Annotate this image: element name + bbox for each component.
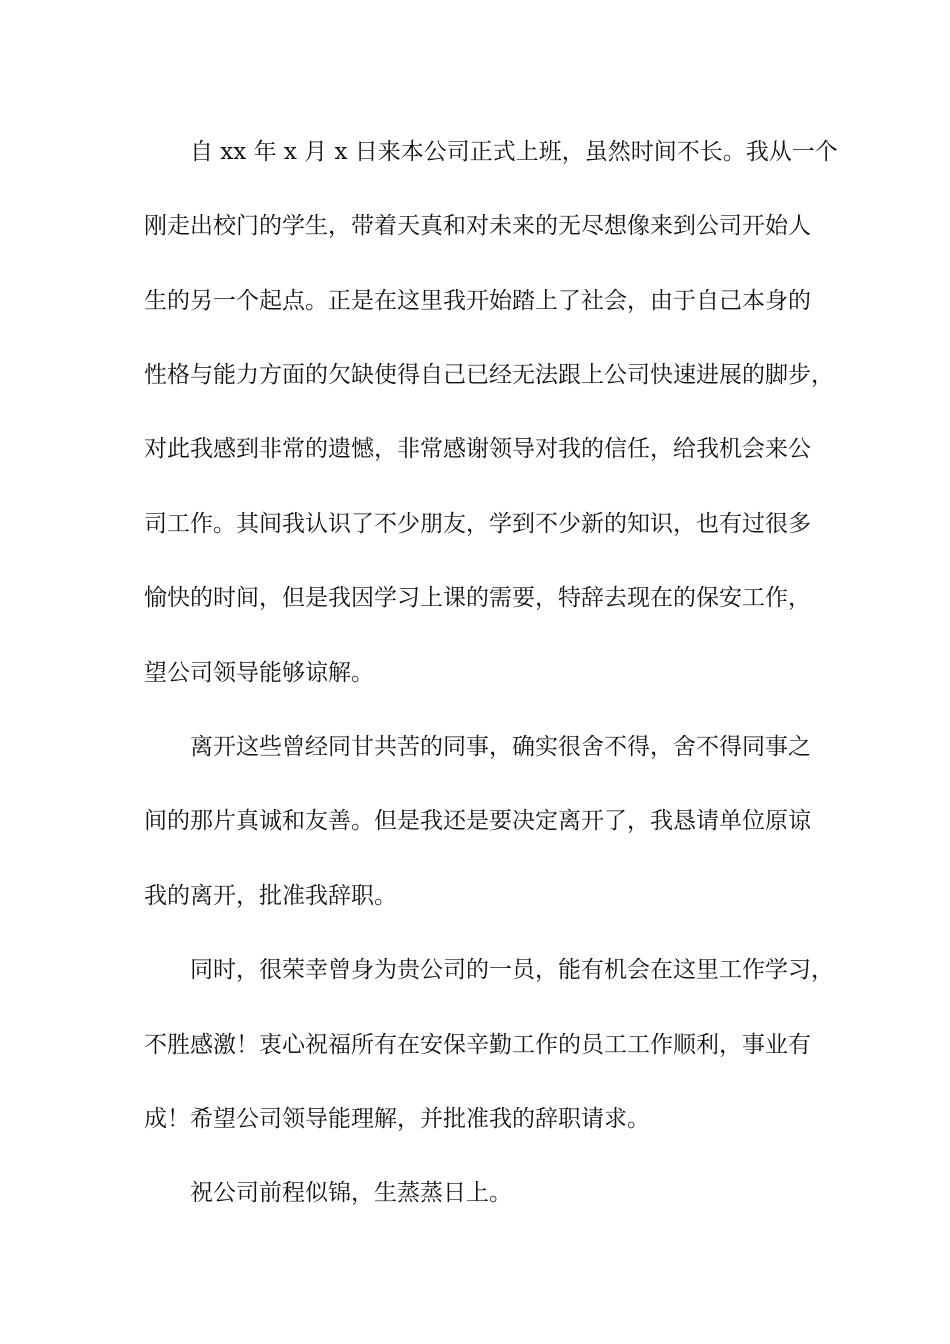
paragraph-1-line-5: 对此我感到非常的遗憾，非常感谢领导对我的信任，给我机会来公 [144,436,811,462]
paragraph-1-line-3: 生的另一个起点。正是在这里我开始踏上了社会，由于自己本身的 [144,288,811,314]
paragraph-2-line-1: 离开这些曾经同甘共苦的同事，确实很舍不得，舍不得同事之 [190,734,811,760]
paragraph-2-line-2: 间的那片真诚和友善。但是我还是要决定离开了，我恳请单位原谅 [144,808,811,834]
paragraph-1-line-7: 愉快的时间，但是我因学习上课的需要，特辞去现在的保安工作， [144,585,811,611]
paragraph-3-line-2: 不胜感激！衷心祝福所有在安保辛勤工作的员工工作顺利，事业有 [144,1032,811,1058]
paragraph-1-line-6: 司工作。其间我认识了不少朋友，学到不少新的知识，也有过很多 [144,511,811,537]
paragraph-1-line-4: 性格与能力方面的欠缺使得自己已经无法跟上公司快速进展的脚步， [144,362,834,388]
paragraph-2-line-3: 我的离开，批准我辞职。 [144,883,397,909]
closing-wish: 祝公司前程似锦，生蒸蒸日上。 [190,1180,512,1206]
paragraph-3-line-1: 同时，很荣幸曾身为贵公司的一员，能有机会在这里工作学习， [190,957,834,983]
paragraph-1-line-8: 望公司领导能够谅解。 [144,660,374,686]
paragraph-3-line-3: 成！希望公司领导能理解，并批准我的辞职请求。 [144,1106,650,1132]
paragraph-1-line-2: 刚走出校门的学生，带着天真和对未来的无尽想像来到公司开始人 [144,213,811,239]
paragraph-1-line-1: 自 xx 年 x 月 x 日来本公司正式上班，虽然时间不长。我从一个 [190,139,838,165]
